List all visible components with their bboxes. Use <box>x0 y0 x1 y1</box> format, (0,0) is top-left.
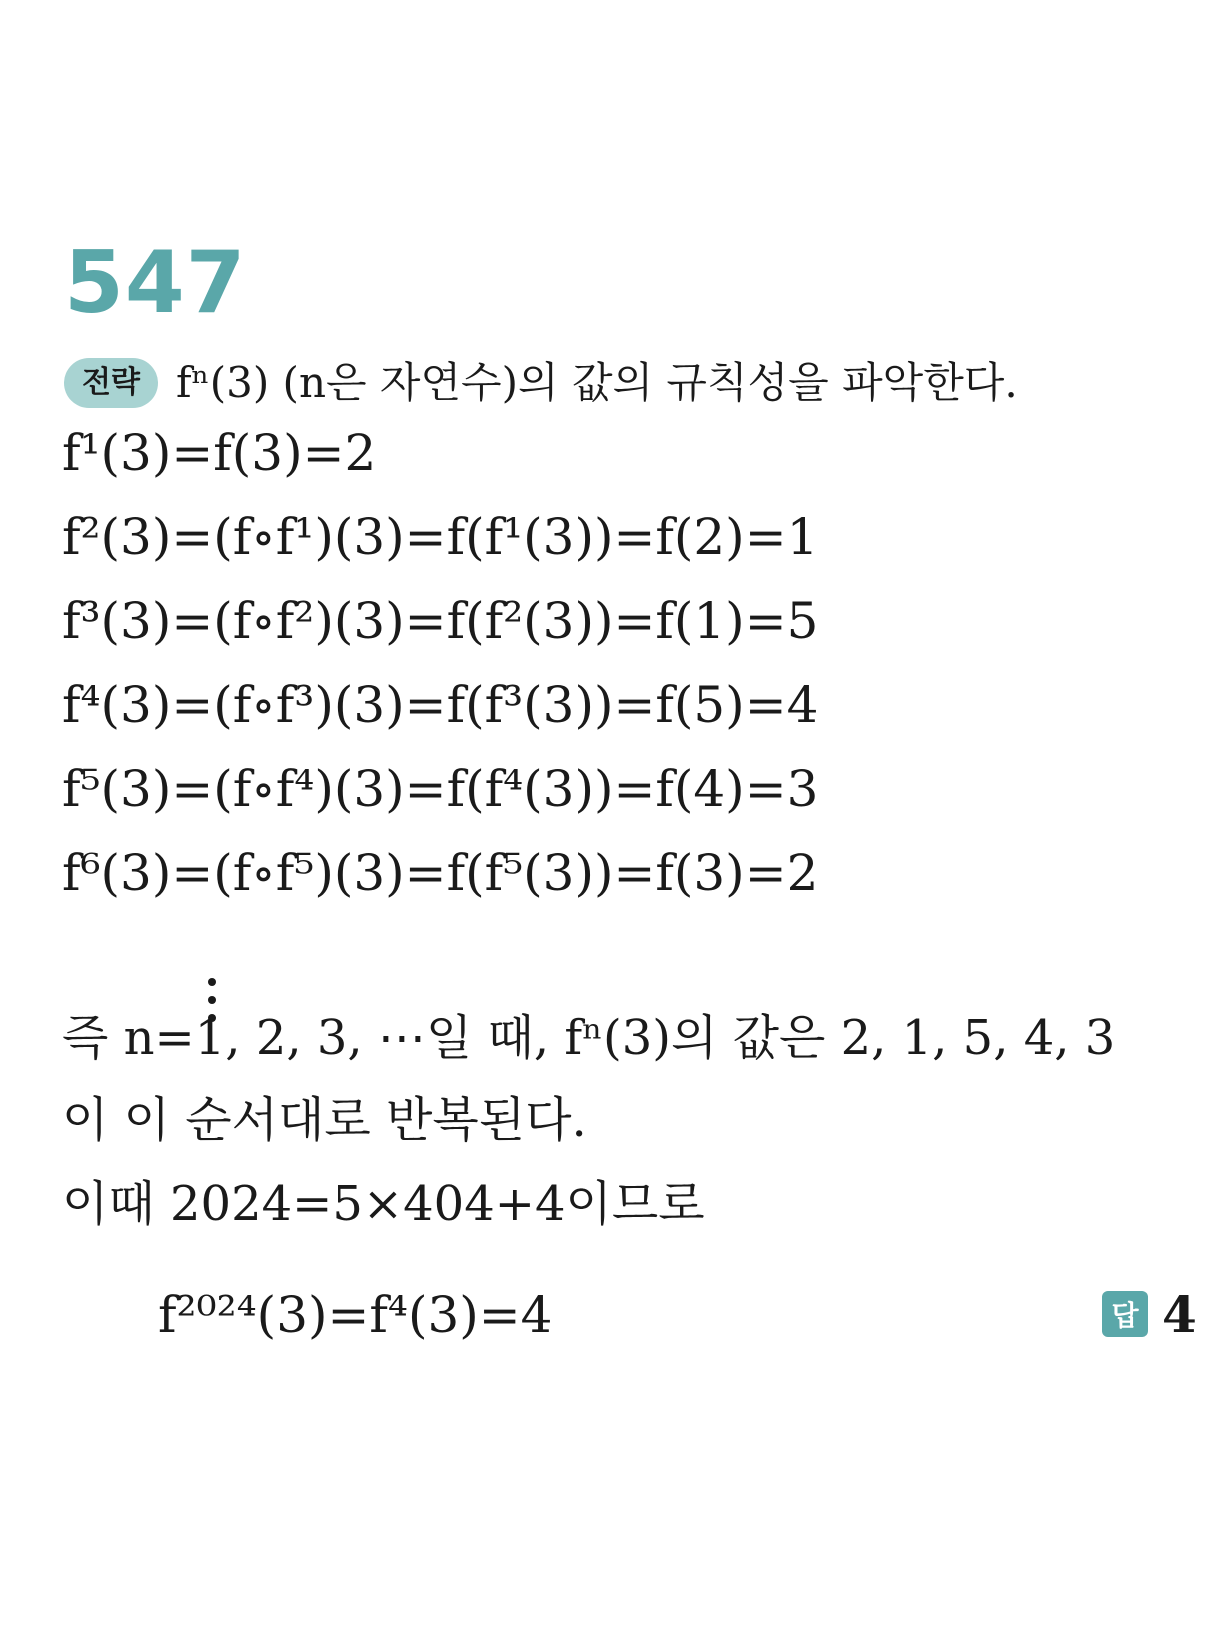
equation-line: f¹(3)=f(3)=2 <box>62 424 377 482</box>
problem-number: 547 <box>64 233 247 333</box>
answer-value: 4 <box>1162 1284 1197 1344</box>
strategy-row <box>64 358 1018 408</box>
conclusion-line-2: 이 이 순서대로 반복된다. <box>62 1092 587 1148</box>
equation-line: f²(3)=(f∘f¹)(3)=f(f¹(3))=f(2)=1 <box>62 508 819 566</box>
equation-line: f³(3)=(f∘f²)(3)=f(f²(3))=f(1)=5 <box>62 592 819 650</box>
equation-line: f⁵(3)=(f∘f⁴)(3)=f(f⁴(3))=f(4)=3 <box>62 760 819 818</box>
answer-badge: 답 <box>1102 1291 1148 1337</box>
answer <box>1102 1284 1197 1344</box>
final-equation: f²⁰²⁴(3)=f⁴(3)=4 <box>158 1286 553 1344</box>
equation-line: f⁴(3)=(f∘f³)(3)=f(f³(3))=f(5)=4 <box>62 676 819 734</box>
strategy-text: fⁿ(3) (n은 자연수)의 값의 규칙성을 파악한다. <box>176 358 1018 407</box>
strategy-badge: 전략 <box>64 358 158 408</box>
conclusion-line-3: 이때 2024=5×404+4이므로 <box>62 1176 705 1232</box>
conclusion-line-1: 즉 n=1, 2, 3, ⋯일 때, fⁿ(3)의 값은 2, 1, 5, 4, 3 <box>62 1010 1116 1066</box>
equation-line: f⁶(3)=(f∘f⁵)(3)=f(f⁵(3))=f(3)=2 <box>62 844 819 902</box>
